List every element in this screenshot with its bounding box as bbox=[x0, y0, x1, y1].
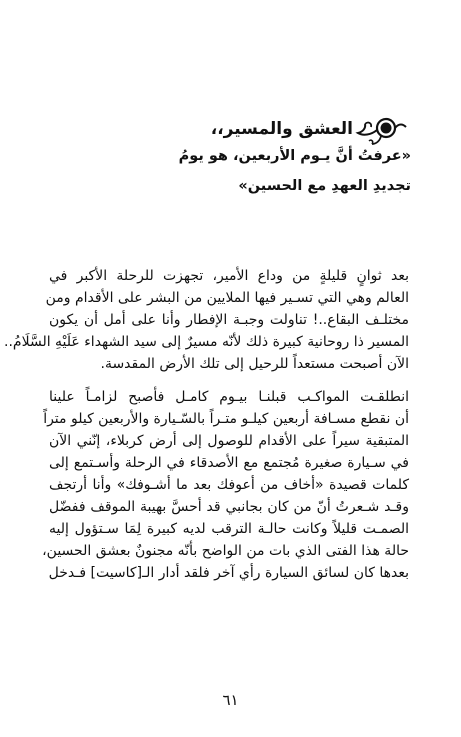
paragraph-line: في سـيارة صغيرة مُجتمع مع الأصدقاء في الرحلة وأسـتمع إلى bbox=[49, 455, 409, 471]
paragraph-line: المسير ذا روحانية كبيرة ذلك لأنّه مسيرٌ إلى سيد الشهداء عَلَيْهِ السَّلَامُ.. bbox=[4, 334, 409, 350]
paragraph-line: وقـد شـعرتُ أنّ من كان بجانبي قد أحسَّ بهيبة الموقف ففضّل bbox=[49, 499, 409, 515]
paragraph-line: المتبقية سيراً على الأقدام للوصول إلى أرض كربلاء، إنّني الآن bbox=[49, 433, 409, 449]
paragraph-line: العالم وهي التي تسـير فيها الملايين من البشر على الأقدام ومن bbox=[45, 290, 409, 306]
section-title: العشق والمسير،، bbox=[210, 119, 353, 139]
paragraph-line: حالة هذا الفتى الذي بات من الواضح بأنّه مجنونٌ بعشق الحسين، bbox=[42, 543, 409, 559]
paragraph-line: الآن أصبحت مستعداً للرحيل إلى تلك الأرض المقدسة. bbox=[100, 356, 409, 372]
paragraph-line: انطلقـت المواكـب قبلنـا بيـوم كامـل فأصبح لزامـاً علينا bbox=[49, 389, 409, 405]
paragraph-line: أن نقطع مسـافة أربعين كيلـو متـراً بالسّـيارة والأربعين كيلو متراً bbox=[43, 411, 409, 427]
flower-ornament-icon bbox=[353, 111, 407, 147]
paragraph-line: الصمـت قليلاً وكانت حالـة الترقب لديه كبيرة لِمَا سـتؤول إليه bbox=[49, 521, 409, 537]
paragraph-line: مختلـف البقاع..! تناولت وجبـة الإفطار وأنا على أمل أن يكون bbox=[49, 312, 409, 328]
paragraph-2 bbox=[42, 386, 409, 584]
paragraph-1 bbox=[4, 265, 409, 375]
page-number: ٦١ bbox=[222, 691, 239, 709]
paragraph-line: بعدها كان لسائق السيارة رأي آخر فلقد أدار الـ[كاسيت] فـدخل bbox=[48, 565, 409, 581]
paragraph-line: بعد ثوانٍ قليلةٍ من وداع الأمير، تجهزت للرحلة الأكبر في bbox=[49, 268, 409, 284]
quote-line-1: «عرفتُ أنَّ يـوم الأربعين، هو يومُ bbox=[178, 148, 411, 164]
paragraph-line: كلمات قصيدة «أخاف من أعوفك بعد ما أشـوفك» وأنا أرتجف bbox=[49, 477, 409, 493]
section-heading bbox=[211, 111, 411, 147]
quote-line-2: تجديدِ العهدِ مع الحسين» bbox=[238, 178, 411, 194]
